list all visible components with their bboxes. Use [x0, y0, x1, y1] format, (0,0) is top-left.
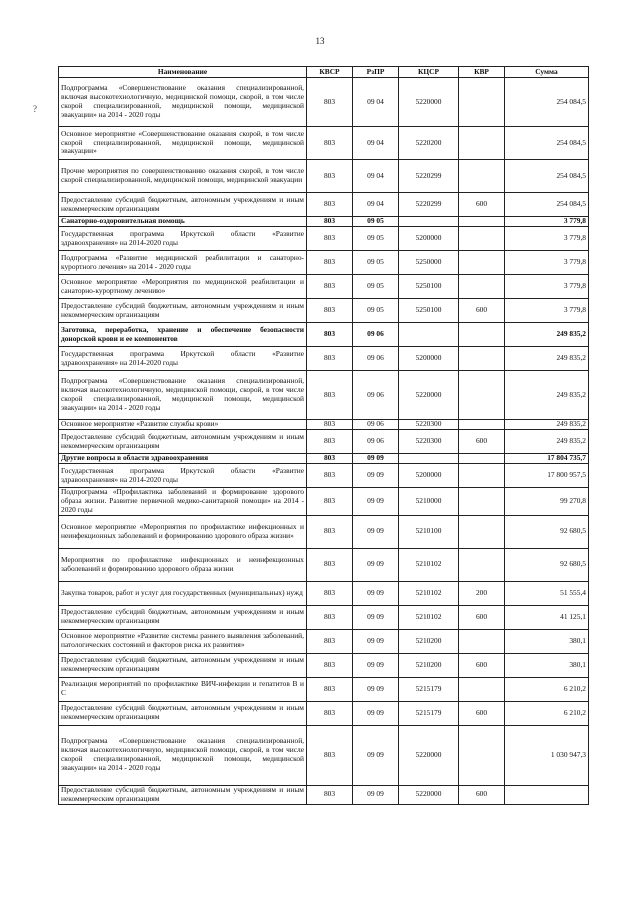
cell-rzpr: 09 09 — [353, 548, 399, 581]
cell-kvsr: 803 — [307, 227, 353, 251]
table-header-row — [59, 67, 589, 78]
cell-name: Государственная программа Иркутской области «Развитие здравоохранения» на 2014-2020 годы — [59, 347, 307, 371]
table-row — [59, 488, 589, 516]
cell-kvr — [459, 347, 505, 371]
table-row — [59, 430, 589, 454]
table-row — [59, 653, 589, 677]
table-row — [59, 160, 589, 193]
header-kvr: КВР — [459, 67, 505, 78]
cell-name: Подпрограмма «Развитие медицинской реабилитации и санаторно-курортного лечения» на 2014 - 2020 годы — [59, 251, 307, 275]
header-kcsr: КЦСР — [399, 67, 459, 78]
cell-kcsr: 5200000 — [399, 347, 459, 371]
cell-rzpr: 09 05 — [353, 299, 399, 323]
cell-kvr — [459, 677, 505, 701]
cell-sum: 92 680,5 — [505, 548, 589, 581]
cell-rzpr: 09 09 — [353, 488, 399, 516]
table-row — [59, 785, 589, 804]
cell-rzpr: 09 05 — [353, 227, 399, 251]
cell-kcsr: 5250100 — [399, 275, 459, 299]
cell-kcsr: 5220200 — [399, 127, 459, 160]
section-row — [59, 217, 589, 227]
table-row — [59, 78, 589, 127]
cell-kvsr: 803 — [307, 515, 353, 548]
table-row — [59, 251, 589, 275]
table-row — [59, 515, 589, 548]
cell-kvsr: 803 — [307, 548, 353, 581]
cell-name: Государственная программа Иркутской области «Развитие здравоохранения» на 2014-2020 годы — [59, 464, 307, 488]
cell-name: Подпрограмма «Совершенствование оказания специализированной, включая высокотехнологичную, медицинской помощи, скорой, в том числе скорой специализированной, медицинской помощи, медицинской эвакуации» на 2014 - 2020 годы — [59, 78, 307, 127]
cell-kvsr: 803 — [307, 347, 353, 371]
cell-kcsr: 5250000 — [399, 251, 459, 275]
cell-kcsr: 5210000 — [399, 488, 459, 516]
cell-sum: 380,1 — [505, 629, 589, 653]
cell-kvr — [459, 464, 505, 488]
cell-kvsr: 803 — [307, 371, 353, 420]
cell-sum: 249 835,2 — [505, 420, 589, 430]
cell-kvsr: 803 — [307, 251, 353, 275]
cell-kcsr: 5210102 — [399, 581, 459, 605]
cell-kvr: 600 — [459, 430, 505, 454]
cell-name: Предоставление субсидий бюджетным, автономным учреждениям и иным некоммерческим организациям — [59, 430, 307, 454]
cell-kcsr: 5210102 — [399, 548, 459, 581]
cell-sum: 6 210,2 — [505, 701, 589, 725]
cell-kcsr: 5220300 — [399, 420, 459, 430]
cell-rzpr: 09 05 — [353, 275, 399, 299]
cell-name: Подпрограмма «Профилактика заболеваний и формирование здорового образа жизни. Развитие первичной медико-санитарной помощи» на 2014 - 2020 годы — [59, 488, 307, 516]
cell-kvr: 600 — [459, 653, 505, 677]
cell-kvsr: 803 — [307, 275, 353, 299]
cell-kvsr: 803 — [307, 78, 353, 127]
table-row — [59, 464, 589, 488]
cell-name: Прочие мероприятия по совершенствованию оказания скорой, в том числе скорой специализированной, медицинской помощи, медицинской эвакуации — [59, 160, 307, 193]
cell-sum: 1 030 947,3 — [505, 725, 589, 785]
cell-kcsr: 5215179 — [399, 677, 459, 701]
cell-name: Закупка товаров, работ и услуг для государственных (муниципальных) нужд — [59, 581, 307, 605]
cell-kvr — [459, 488, 505, 516]
cell-name: Предоставление субсидий бюджетным, автономным учреждениям и иным некоммерческим организациям — [59, 605, 307, 629]
cell-rzpr: 09 09 — [353, 725, 399, 785]
cell-kvr: 600 — [459, 785, 505, 804]
cell-kvr — [459, 725, 505, 785]
cell-kcsr: 5220299 — [399, 160, 459, 193]
cell-sum: 254 084,5 — [505, 160, 589, 193]
table-row — [59, 347, 589, 371]
cell-kcsr: 5220000 — [399, 785, 459, 804]
cell-sum: 51 555,4 — [505, 581, 589, 605]
cell-name: Основное мероприятие «Совершенствование оказания скорой, в том числе скорой специализированной, медицинской помощи, медицинской эвакуации» — [59, 127, 307, 160]
cell-sum: 3 779,8 — [505, 217, 589, 227]
cell-kcsr: 5210200 — [399, 653, 459, 677]
table-row — [59, 605, 589, 629]
cell-rzpr: 09 06 — [353, 323, 399, 347]
cell-rzpr: 09 09 — [353, 701, 399, 725]
budget-table — [58, 66, 589, 805]
cell-sum: 254 084,5 — [505, 127, 589, 160]
cell-name: Подпрограмма «Совершенствование оказания специализированной, включая высокотехнологичную, медицинской помощи, скорой, в том числе скорой специализированной, медицинской помощи, медицинской эвакуации» на 2014 - 2020 годы — [59, 725, 307, 785]
table-row — [59, 420, 589, 430]
cell-rzpr: 09 09 — [353, 653, 399, 677]
table-row — [59, 581, 589, 605]
header-rzpr: РзПР — [353, 67, 399, 78]
cell-kcsr: 5215179 — [399, 701, 459, 725]
cell-name: Основное мероприятие «Развитие системы раннего выявления заболеваний, патологических состояний и факторов риска их развития» — [59, 629, 307, 653]
cell-kcsr — [399, 454, 459, 464]
cell-sum: 249 835,2 — [505, 347, 589, 371]
cell-kvr — [459, 420, 505, 430]
cell-rzpr: 09 06 — [353, 371, 399, 420]
cell-sum: 380,1 — [505, 653, 589, 677]
cell-kvr: 600 — [459, 701, 505, 725]
cell-kvr: 600 — [459, 193, 505, 217]
cell-kvr — [459, 548, 505, 581]
cell-kvsr: 803 — [307, 127, 353, 160]
cell-sum: 41 125,1 — [505, 605, 589, 629]
cell-sum: 3 779,8 — [505, 299, 589, 323]
cell-sum: 254 084,5 — [505, 193, 589, 217]
cell-rzpr: 09 09 — [353, 629, 399, 653]
page-number: 13 — [315, 36, 325, 46]
table-row — [59, 299, 589, 323]
cell-rzpr: 09 09 — [353, 515, 399, 548]
cell-rzpr: 09 05 — [353, 217, 399, 227]
cell-kvr: 200 — [459, 581, 505, 605]
cell-sum: 249 835,2 — [505, 323, 589, 347]
table-row — [59, 275, 589, 299]
table-row — [59, 127, 589, 160]
cell-name: Подпрограмма «Совершенствование оказания специализированной, включая высокотехнологичную, медицинской помощи, скорой, в том числе скорой специализированной, медицинской помощи, медицинской эвакуации» на 2014 - 2020 годы — [59, 371, 307, 420]
cell-name: Другие вопросы в области здравоохранения — [59, 454, 307, 464]
cell-kvr — [459, 323, 505, 347]
table-row — [59, 701, 589, 725]
cell-name: Основное мероприятие «Мероприятия по медицинской реабилитации и санаторно-курортному лечению» — [59, 275, 307, 299]
header-name: Наименование — [59, 67, 307, 78]
cell-sum: 99 270,8 — [505, 488, 589, 516]
cell-kcsr: 5220000 — [399, 78, 459, 127]
cell-name: Предоставление субсидий бюджетным, автономным учреждениям и иным некоммерческим организациям — [59, 653, 307, 677]
cell-kcsr: 5220000 — [399, 371, 459, 420]
cell-name: Государственная программа Иркутской области «Развитие здравоохранения» на 2014-2020 годы — [59, 227, 307, 251]
cell-kvsr: 803 — [307, 430, 353, 454]
cell-rzpr: 09 04 — [353, 160, 399, 193]
cell-name: Основное мероприятие «Развитие службы крови» — [59, 420, 307, 430]
cell-sum — [505, 785, 589, 804]
margin-mark: ? — [33, 104, 37, 114]
cell-kvsr: 803 — [307, 629, 353, 653]
cell-rzpr: 09 04 — [353, 193, 399, 217]
cell-rzpr: 09 06 — [353, 430, 399, 454]
cell-kvr — [459, 454, 505, 464]
cell-sum: 3 779,8 — [505, 275, 589, 299]
header-sum: Сумма — [505, 67, 589, 78]
table-row — [59, 371, 589, 420]
cell-name: Санаторно-оздоровительная помощь — [59, 217, 307, 227]
table-row — [59, 548, 589, 581]
cell-kvr — [459, 78, 505, 127]
table-row — [59, 227, 589, 251]
cell-sum: 249 835,2 — [505, 371, 589, 420]
cell-kvr — [459, 217, 505, 227]
section-row — [59, 323, 589, 347]
cell-kvsr: 803 — [307, 785, 353, 804]
cell-sum: 17 800 957,5 — [505, 464, 589, 488]
table-row — [59, 193, 589, 217]
cell-kvsr: 803 — [307, 488, 353, 516]
cell-sum: 249 835,2 — [505, 430, 589, 454]
cell-rzpr: 09 09 — [353, 785, 399, 804]
table-row — [59, 725, 589, 785]
section-row — [59, 454, 589, 464]
cell-kcsr — [399, 217, 459, 227]
cell-kvsr: 803 — [307, 454, 353, 464]
cell-name: Предоставление субсидий бюджетным, автономным учреждениям и иным некоммерческим организациям — [59, 701, 307, 725]
cell-kvr — [459, 127, 505, 160]
cell-kcsr — [399, 323, 459, 347]
cell-kcsr: 5220299 — [399, 193, 459, 217]
cell-kvr: 600 — [459, 299, 505, 323]
table-row — [59, 629, 589, 653]
cell-rzpr: 09 05 — [353, 251, 399, 275]
cell-rzpr: 09 04 — [353, 78, 399, 127]
cell-name: Предоставление субсидий бюджетным, автономным учреждениям и иным некоммерческим организациям — [59, 785, 307, 804]
cell-kcsr: 5210102 — [399, 605, 459, 629]
cell-kvr — [459, 371, 505, 420]
cell-sum: 17 804 735,7 — [505, 454, 589, 464]
cell-rzpr: 09 06 — [353, 420, 399, 430]
cell-kcsr: 5200000 — [399, 464, 459, 488]
cell-rzpr: 09 04 — [353, 127, 399, 160]
cell-name: Заготовка, переработка, хранение и обеспечение безопасности донорской крови и ее компонентов — [59, 323, 307, 347]
cell-kvr — [459, 515, 505, 548]
cell-rzpr: 09 09 — [353, 454, 399, 464]
cell-kvsr: 803 — [307, 605, 353, 629]
cell-kvsr: 803 — [307, 323, 353, 347]
cell-sum: 92 680,5 — [505, 515, 589, 548]
cell-rzpr: 09 09 — [353, 464, 399, 488]
cell-rzpr: 09 09 — [353, 581, 399, 605]
cell-name: Предоставление субсидий бюджетным, автономным учреждениям и иным некоммерческим организациям — [59, 299, 307, 323]
cell-name: Предоставление субсидий бюджетным, автономным учреждениям и иным некоммерческим организациям — [59, 193, 307, 217]
cell-rzpr: 09 09 — [353, 605, 399, 629]
cell-kvr: 600 — [459, 605, 505, 629]
cell-kvr — [459, 227, 505, 251]
cell-sum: 254 084,5 — [505, 78, 589, 127]
cell-kvsr: 803 — [307, 217, 353, 227]
cell-kvr — [459, 251, 505, 275]
cell-sum: 3 779,8 — [505, 251, 589, 275]
cell-name: Основное мероприятие «Мероприятия по профилактике инфекционных и неинфекционных заболеваний и формированию здорового образа жизни» — [59, 515, 307, 548]
cell-kvsr: 803 — [307, 701, 353, 725]
cell-rzpr: 09 06 — [353, 347, 399, 371]
cell-kvsr: 803 — [307, 581, 353, 605]
cell-kcsr: 5210100 — [399, 515, 459, 548]
cell-kcsr: 5220300 — [399, 430, 459, 454]
cell-sum: 3 779,8 — [505, 227, 589, 251]
cell-kvsr: 803 — [307, 193, 353, 217]
cell-kcsr: 5200000 — [399, 227, 459, 251]
cell-kvsr: 803 — [307, 725, 353, 785]
cell-kvsr: 803 — [307, 160, 353, 193]
cell-kcsr: 5250100 — [399, 299, 459, 323]
cell-kvsr: 803 — [307, 653, 353, 677]
cell-kvsr: 803 — [307, 464, 353, 488]
cell-kcsr: 5220000 — [399, 725, 459, 785]
header-kvsr: КВСР — [307, 67, 353, 78]
cell-rzpr: 09 09 — [353, 677, 399, 701]
cell-kvr — [459, 160, 505, 193]
cell-kvr — [459, 275, 505, 299]
table-row — [59, 677, 589, 701]
cell-name: Реализация мероприятий по профилактике ВИЧ-инфекции и гепатитов В и С — [59, 677, 307, 701]
cell-kvsr: 803 — [307, 299, 353, 323]
cell-kvsr: 803 — [307, 677, 353, 701]
cell-kvr — [459, 629, 505, 653]
cell-sum: 6 210,2 — [505, 677, 589, 701]
cell-kcsr: 5210200 — [399, 629, 459, 653]
cell-kvsr: 803 — [307, 420, 353, 430]
cell-name: Мероприятия по профилактике инфекционных и неинфекционных заболеваний и формированию здорового образа жизни — [59, 548, 307, 581]
